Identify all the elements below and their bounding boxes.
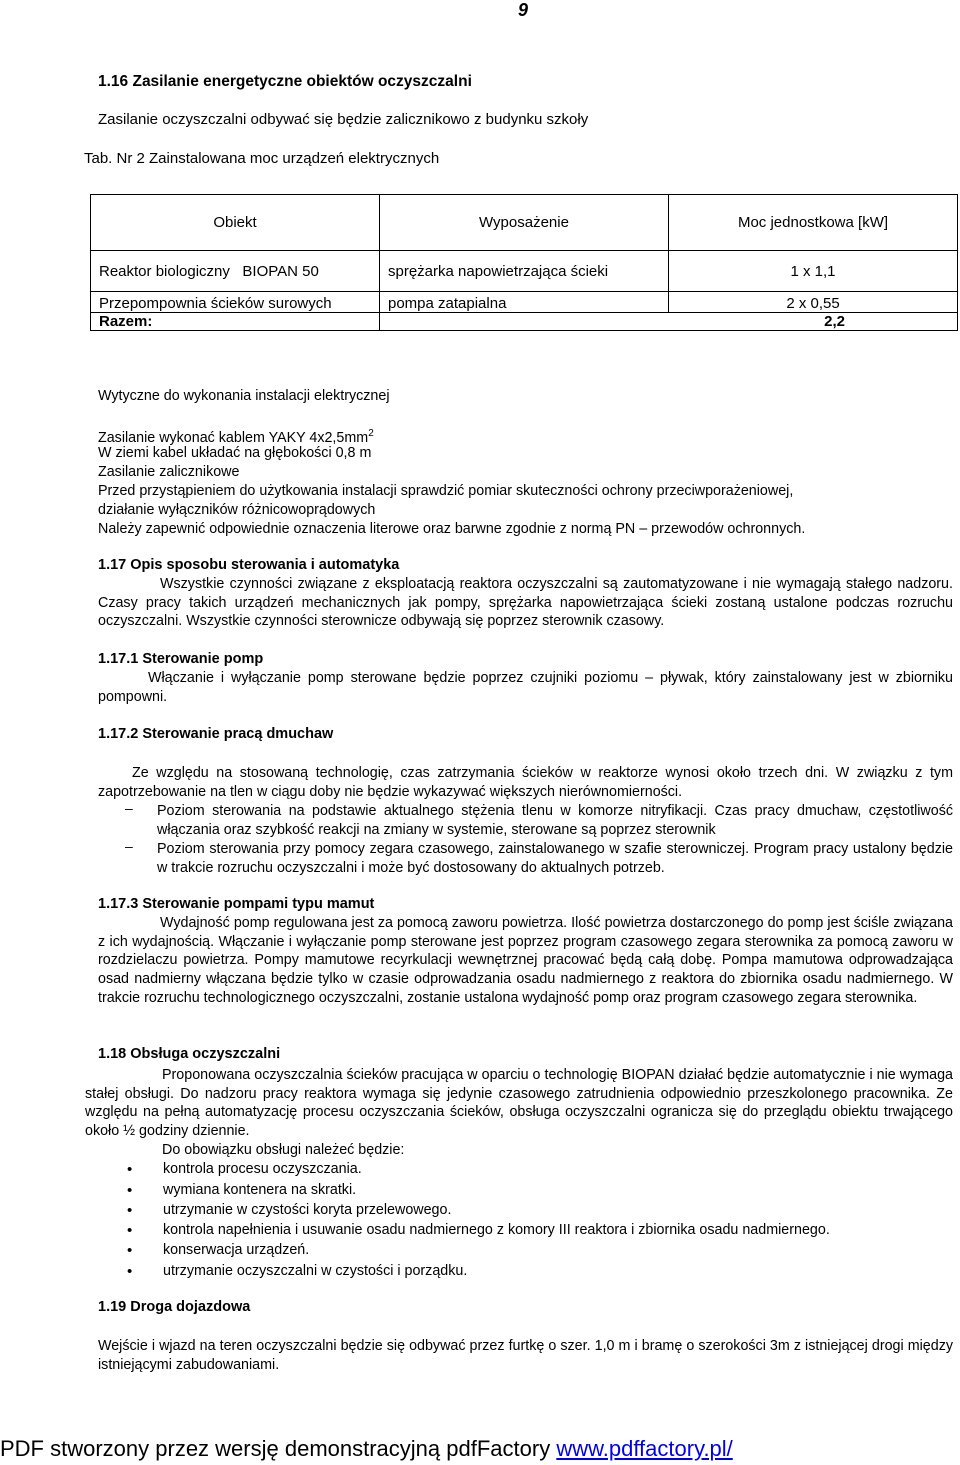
section-heading-1-19: 1.19 Droga dojazdowa <box>98 1299 251 1315</box>
table-cell: Reaktor biologiczny BIOPAN 50 <box>91 251 380 292</box>
bullet-icon: • <box>127 1182 133 1199</box>
table-cell: 2 x 0,55 <box>669 292 958 313</box>
cable-spec-text: Zasilanie wykonać kablem YAKY 4x2,5mm <box>98 429 369 446</box>
guideline-line: Należy zapewnić odpowiednie oznaczenia literowe oraz barwne zgodnie z normą PN – przewodów ochronnych. <box>98 521 806 537</box>
bullet-icon: • <box>127 1161 133 1178</box>
footer-text: PDF stworzony przez wersję demonstracyjną pdfFactory <box>0 1436 557 1461</box>
duty-item: kontrola procesu oczyszczania. <box>163 1161 362 1177</box>
table-row <box>91 292 958 313</box>
table-row <box>91 251 958 292</box>
table-cell: Przepompownia ścieków surowych <box>91 292 380 313</box>
total-value: 2,2 <box>380 313 958 331</box>
blower-control-paragraph: Ze względu na stosowaną technologię, czas zatrzymania ścieków w reaktorze wynosi około trzech dni. W związku z tym zapotrzebowanie na tlen w ciągu doby nie będzie wykazywać większych nierównomierności. <box>98 765 953 800</box>
table-header-cell: Moc jednostkowa [kW] <box>669 195 958 251</box>
operation-paragraph: Proponowana oczyszczalnia ścieków pracująca w oparciu o technologię BIOPAN działać będzie automatycznie i nie wymaga stałej obsługi. Do nadzoru pracy reaktora wymaga się jedynie czasowego zatrudnienia odpowiednio przeszkolonego pracownika. Ze względu na pełną automatyzację procesu oczyszczania ścieków, obsługa oczyszczalni ogranicza się do przeglądu obiektu trwającego około ½ godziny dziennie. <box>85 1067 953 1140</box>
guideline-line: W ziemi kabel układać na głębokości 0,8 m <box>98 445 372 461</box>
dash-bullet-icon: – <box>125 800 133 816</box>
section-heading-1-17-2: 1.17.2 Sterowanie pracą dmuchaw <box>98 726 334 742</box>
duties-intro: Do obowiązku obsługi należeć będzie: <box>162 1142 405 1158</box>
section-heading-1-17-1: 1.17.1 Sterowanie pomp <box>98 651 264 667</box>
blower-control-item: Poziom sterowania przy pomocy zegara czasowego, zainstalowanego w szafie sterowniczej. Program pracy ustalony będzie w trakcie rozruchu oczyszczalni i może być dostosowany do aktualnych potrzeb. <box>157 841 953 876</box>
table-header-cell: Wyposażenie <box>380 195 669 251</box>
guideline-line: działanie wyłączników różnicowoprądowych <box>98 502 376 518</box>
table-header-row <box>91 195 958 251</box>
power-supply-intro: Zasilanie oczyszczalni odbywać się będzie zalicznikowo z budynku szkoły <box>98 111 589 128</box>
page-number: 9 <box>518 0 529 20</box>
duty-item: konserwacja urządzeń. <box>163 1242 310 1258</box>
bullet-icon: • <box>127 1202 133 1219</box>
cable-spec-superscript: 2 <box>368 428 374 439</box>
total-label: Razem: <box>91 313 380 331</box>
duty-item: wymiana kontenera na skratki. <box>163 1182 357 1198</box>
installed-power-table <box>90 194 958 331</box>
access-road-paragraph: Wejście i wjazd na teren oczyszczalni będzie się odbywać przez furtkę o szer. 1,0 m i bramę o szerokości 3m z istniejącej drogi między istniejącymi zabudowaniami. <box>98 1338 953 1373</box>
table-caption: Tab. Nr 2 Zainstalowana moc urządzeń elektrycznych <box>84 150 440 167</box>
bullet-icon: • <box>127 1222 133 1239</box>
automation-paragraph: Wszystkie czynności związane z eksploatacją reaktora oczyszczalni są zautomatyzowane i nie wymagają stałego nadzoru. Czasy pracy takich urządzeń mechanicznych jak pompy, sprężarka napowietrzająca ścieki zostaną ustalone podczas rozruchu oczyszczalni. Wszystkie czynności sterownicze odbywają się poprzez sterownik czasowy. <box>98 576 953 630</box>
duty-item: utrzymanie oczyszczalni w czystości i porządku. <box>163 1263 468 1279</box>
blower-control-item: Poziom sterowania na podstawie aktualnego stężenia tlenu w komorze nitryfikacji. Czas pracy dmuchaw, częstotliwość włączania oraz szybkość reakcji na zmiany w systemie, sterowane są poprzez sterownik <box>157 803 953 838</box>
table-total-row <box>91 313 958 331</box>
bullet-icon: • <box>127 1263 133 1280</box>
section-heading-1-18: 1.18 Obsługa oczyszczalni <box>98 1046 281 1062</box>
dash-bullet-icon: – <box>125 838 133 854</box>
section-heading-1-17: 1.17 Opis sposobu sterowania i automatyka <box>98 557 400 573</box>
guideline-line: Przed przystąpieniem do użytkowania instalacji sprawdzić pomiar skuteczności ochrony przeciwporażeniowej, <box>98 483 794 499</box>
pump-control-paragraph: Włączanie i wyłączanie pomp sterowane będzie poprzez czujniki poziomu – pływak, który zainstalowany jest w zbiorniku pompowni. <box>98 670 953 705</box>
footer-link[interactable]: www.pdffactory.pl/ <box>556 1436 733 1461</box>
bullet-icon: • <box>127 1242 133 1259</box>
table-cell: 1 x 1,1 <box>669 251 958 292</box>
duty-item: utrzymanie w czystości koryta przelewowego. <box>163 1202 452 1218</box>
mamut-pump-paragraph: Wydajność pomp regulowana jest za pomocą zaworu powietrza. Ilość powietrza dostarczonego do pomp jest ściśle związana z ich wydajnością. Włączanie i wyłączanie pomp sterowane jest poprzez program czasowego zegara sterownika za pomocą zaworu w rozdzielaczu powietrza. Pompy mamutowe recyrkulacji wewnętrznej pracować będą całą dobę. Pompa mamutowa odprowadzająca osad nadmierny włączana będzie tylko w czasie odprowadzania osadu nadmiernego z reaktora do zbiornika osadu nadmiernego. W trakcie rozruchu technologicznego oczyszczalni, zostanie ustalona wydajność pomp oraz program czasowego zegara sterownika. <box>98 915 953 1006</box>
table-header-cell: Obiekt <box>91 195 380 251</box>
section-heading-1-16: 1.16 Zasilanie energetyczne obiektów oczyszczalni <box>98 73 472 90</box>
guideline-line: Zasilanie zalicznikowe <box>98 464 240 480</box>
section-heading-1-17-3: 1.17.3 Sterowanie pompami typu mamut <box>98 896 375 912</box>
table-cell: pompa zatapialna <box>380 292 669 313</box>
table-cell: sprężarka napowietrzająca ścieki <box>380 251 669 292</box>
guidelines-title: Wytyczne do wykonania instalacji elektrycznej <box>98 388 390 404</box>
pdf-footer <box>0 1436 733 1462</box>
duty-item: kontrola napełnienia i usuwanie osadu nadmiernego z komory III reaktora i zbiornika osadu nadmiernego. <box>163 1222 830 1238</box>
